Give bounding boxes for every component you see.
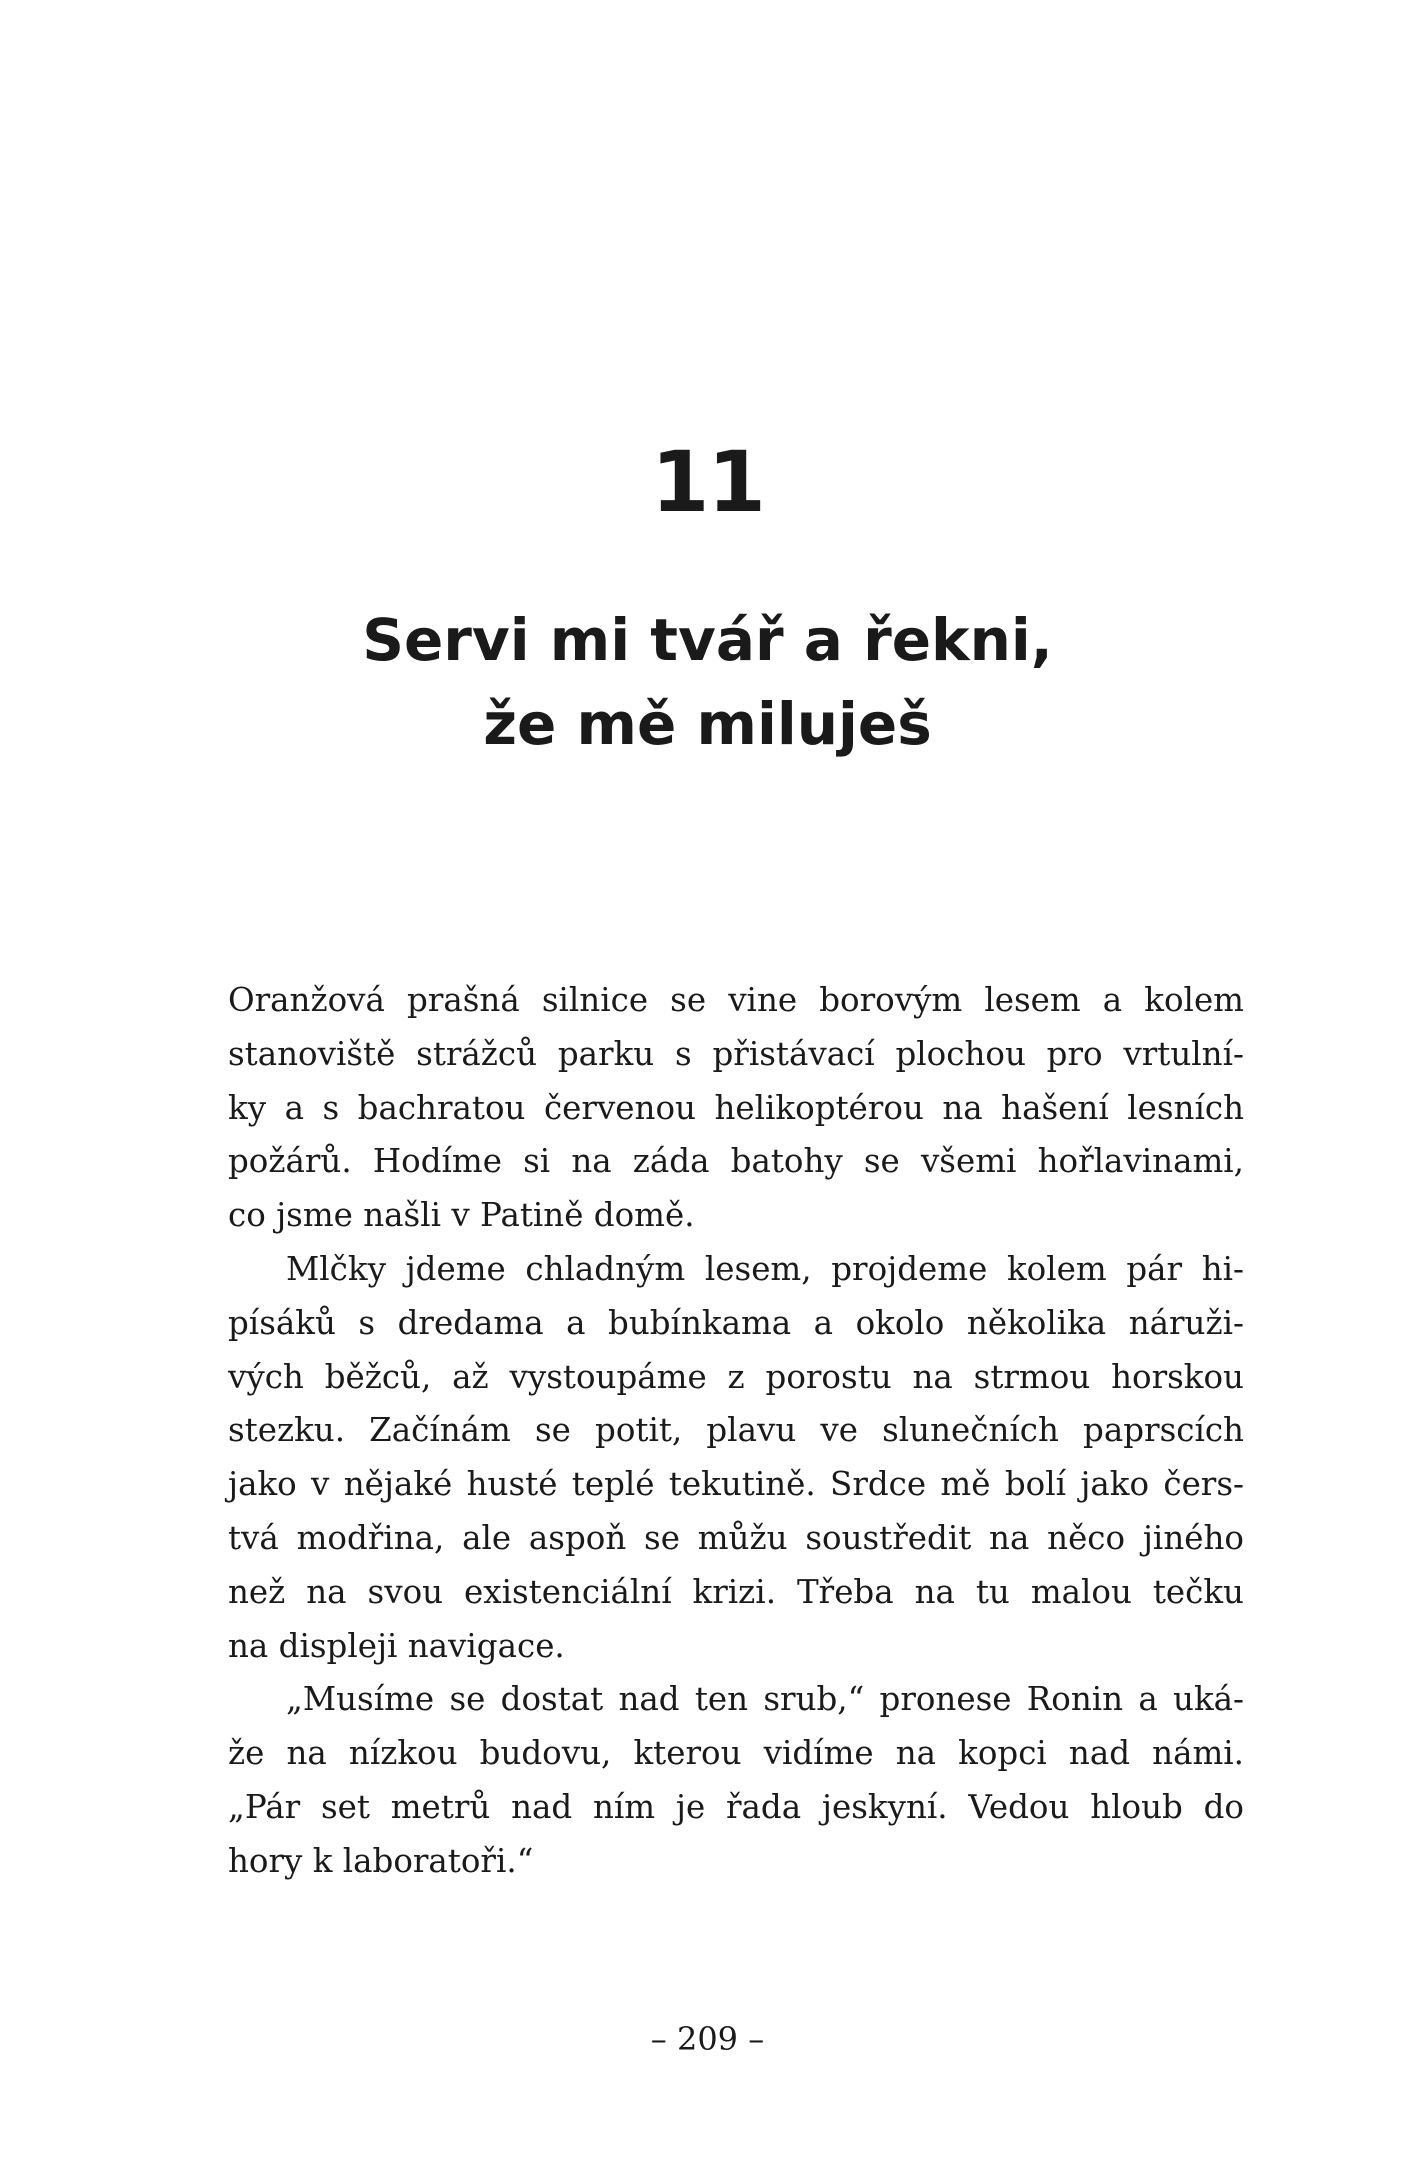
chapter-title [0,598,1415,766]
text-line: co jsme našli v Patině domě. [228,1196,695,1235]
text-line: písáků s dredama a bubínkama a okolo několika náruži- [228,1303,1244,1342]
text-line: požárů. Hodíme si na záda batohy se všemi hořlavinami, [228,1142,1244,1181]
chapter-body [228,974,1244,1889]
text-line: tvá modřina, ale aspoň se můžu soustředit na něco jiného [228,1518,1244,1557]
chapter-number: 11 [651,433,764,531]
text-line: na displeji navigace. [228,1626,565,1665]
text-line: Mlčky jdeme chladným lesem, projdeme kolem pár hi- [286,1249,1244,1288]
paragraph-2 [228,1243,1244,1673]
chapter-title-line: Servi mi tvář a řekni, [362,606,1053,674]
text-line: hory k laboratoři.“ [228,1841,534,1880]
text-line: že na nízkou budovu, kterou vidíme na kopci nad námi. [228,1734,1244,1773]
page-number: – 209 – [650,2020,765,2058]
text-line: stezku. Začínám se potit, plavu ve slunečních paprscích [228,1411,1244,1450]
text-line: jako v nějaké husté teplé tekutině. Srdce mě bolí jako čers- [228,1465,1244,1504]
text-line: než na svou existenciální krizi. Třeba na tu malou tečku [228,1572,1244,1611]
text-line: stanoviště strážců parku s přistávací plochou pro vrtulní- [228,1034,1244,1073]
paragraph-3 [228,1673,1244,1888]
text-line: ky a s bachratou červenou helikoptérou na hašení lesních [228,1088,1244,1127]
text-line: Oranžová prašná silnice se vine borovým lesem a kolem [228,981,1244,1019]
chapter-title-line: že mě miluješ [483,690,932,758]
text-line: „Pár set metrů nad ním je řada jeskyní. Vedou hloub do [228,1787,1244,1826]
paragraph-1 [228,974,1244,1243]
text-line: „Musíme se dostat nad ten srub,“ pronese Ronin a uká- [286,1680,1244,1719]
text-line: vých běžců, až vystoupáme z porostu na strmou horskou [228,1357,1244,1396]
